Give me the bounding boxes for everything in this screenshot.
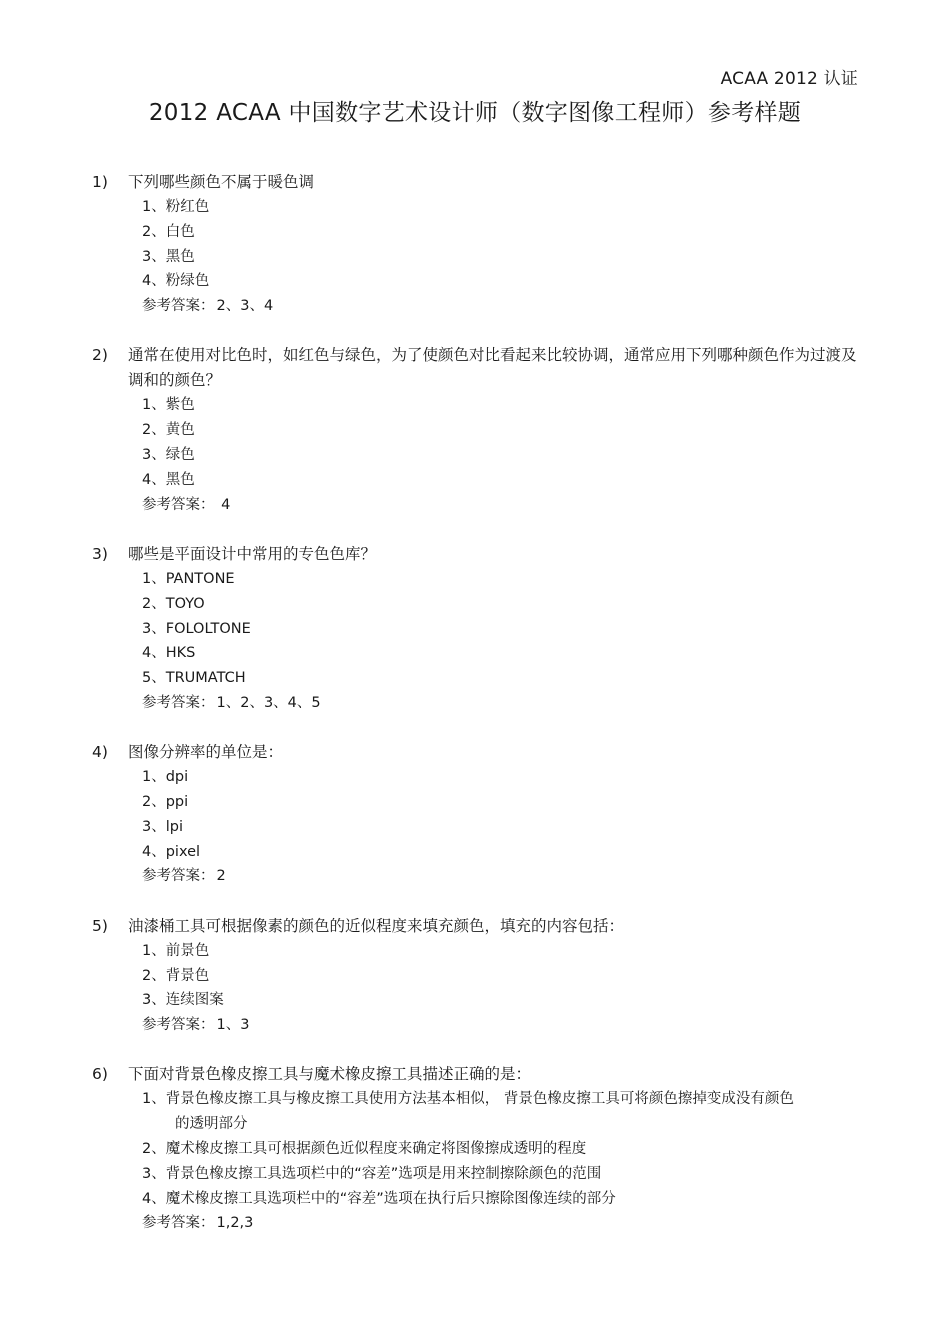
option: 4、HKS xyxy=(142,645,196,662)
option: 1、紫色 xyxy=(142,397,195,414)
answer-value: 1,2,3 xyxy=(216,1215,254,1232)
question-2 xyxy=(92,343,862,517)
option: 4、黑色 xyxy=(142,471,195,488)
answer-label: 参考答案： xyxy=(142,868,215,885)
question-number: 6) xyxy=(92,1065,108,1084)
question-number: 5) xyxy=(92,916,108,935)
answer-line xyxy=(142,1211,862,1236)
option: 2、白色 xyxy=(142,223,195,240)
option-text: 1、背景色橡皮擦工具与橡皮擦工具使用方法基本相似， 背景色橡皮擦工具可将颜色擦掉变成没有颜色 xyxy=(142,1091,794,1108)
question-4 xyxy=(92,740,862,889)
answer-line xyxy=(142,1013,862,1038)
option: 4、魔术橡皮擦工具选项栏中的“容差”选项在执行后只擦除图像连续的部分 xyxy=(142,1190,616,1207)
question-text: 图像分辨率的单位是： xyxy=(128,743,284,762)
option: 4、粉绿色 xyxy=(142,273,210,290)
option: 3、lpi xyxy=(142,818,183,835)
question-text: 哪些是平面设计中常用的专色色库？ xyxy=(128,544,377,563)
question-6 xyxy=(92,1062,862,1236)
cert-label: ACAA 2012 认证 xyxy=(720,69,858,89)
answer-value: 2、3、4 xyxy=(216,298,274,315)
question-3 xyxy=(92,542,862,716)
option-text-continued: 的透明部分 xyxy=(175,1116,248,1133)
option: 3、黑色 xyxy=(142,248,195,265)
answer-value: 1、2、3、4、5 xyxy=(216,694,321,711)
answer-label: 参考答案： xyxy=(142,496,215,513)
question-5 xyxy=(92,914,862,1038)
option: 3、背景色橡皮擦工具选项栏中的“容差”选项是用来控制擦除颜色的范围 xyxy=(142,1165,602,1182)
option: 2、ppi xyxy=(142,794,189,811)
option: 5、TRUMATCH xyxy=(142,670,246,687)
answer-line xyxy=(142,493,862,518)
page-title: 2012 ACAA 中国数字艺术设计师（数字图像工程师）参考样题 xyxy=(148,100,802,126)
question-number: 4) xyxy=(92,743,108,762)
question-1 xyxy=(92,170,862,319)
option: 2、背景色 xyxy=(142,967,210,984)
option: 4、pixel xyxy=(142,843,201,860)
option: 2、魔术橡皮擦工具可根据颜色近似程度来确定将图像擦成透明的程度 xyxy=(142,1141,587,1158)
question-text: 通常在使用对比色时，如红色与绿色，为了使颜色对比看起来比较协调，通常应用下列哪种颜色作为过渡及调和的颜色？ xyxy=(128,346,857,390)
option: 1、dpi xyxy=(142,769,189,786)
option: 1、PANTONE xyxy=(142,570,235,587)
question-text: 下列哪些颜色不属于暖色调 xyxy=(128,173,315,191)
answer-value: 1、3 xyxy=(216,1017,250,1034)
answer-label: 参考答案： xyxy=(142,1215,215,1232)
answer-label: 参考答案： xyxy=(142,1017,215,1034)
question-text: 下面对背景色橡皮擦工具与魔术橡皮擦工具描述正确的是： xyxy=(128,1065,532,1084)
question-number: 3) xyxy=(92,544,108,563)
answer-line xyxy=(142,691,862,716)
option: 3、FOLOLTONE xyxy=(142,620,251,637)
option: 1、前景色 xyxy=(142,942,210,959)
question-list xyxy=(92,170,862,1261)
answer-line xyxy=(142,294,862,319)
answer-value: 2 xyxy=(216,868,226,885)
answer-value: 4 xyxy=(216,496,231,513)
question-number: 1) xyxy=(92,173,108,191)
option: 3、连续图案 xyxy=(142,992,224,1009)
option: 2、TOYO xyxy=(142,595,205,612)
answer-label: 参考答案： xyxy=(142,694,215,711)
option: 1、粉红色 xyxy=(142,199,210,215)
answer-line xyxy=(142,864,862,889)
question-number: 2) xyxy=(92,346,108,365)
option: 2、黄色 xyxy=(142,422,195,439)
answer-label: 参考答案： xyxy=(142,298,215,315)
option xyxy=(142,1087,862,1137)
question-text: 油漆桶工具可根据像素的颜色的近似程度来填充颜色，填充的内容包括： xyxy=(128,916,625,935)
option: 3、绿色 xyxy=(142,447,195,464)
